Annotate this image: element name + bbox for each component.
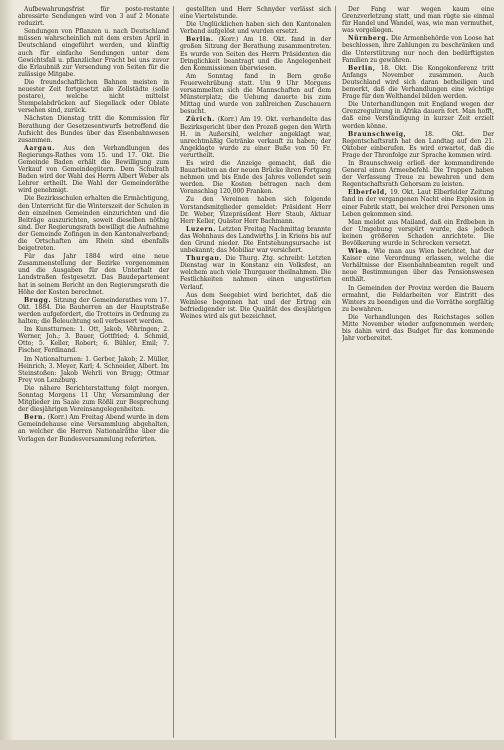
- article-paragraph: [180, 116, 331, 159]
- article-dateline: Berlin.: [186, 36, 214, 44]
- article-text: Die nähere Berichterstattung folgt morgen. Sonntag Morgens 11 Uhr, Versammlung der Mitglieder im Saale zum Rößli zur Besprechung der diesjährigen Vereinsangelegenheiten.: [18, 384, 169, 414]
- page-edge-shadow: [0, 0, 14, 750]
- article-text: Aus dem Seegebiet wird berichtet, daß die Weinlese begonnen hat und der Ertrag ein befriedigender ist. Die Qualität des diesjährigen Weines wird als gut bezeichnet.: [180, 291, 331, 320]
- article-paragraph: [180, 21, 331, 35]
- article-text: Die Unglücklichen haben sich den Kantonalen Verband aufgelöst und wurden ersetzt.: [180, 21, 331, 36]
- column-2: [180, 6, 336, 738]
- article-paragraph: [18, 414, 169, 442]
- article-text: Die Verhandlungen des Reichstages sollen Mitte November wieder aufgenommen werden; bis dahin wird das Budget für das kommende Jahr vorbereitet.: [342, 313, 494, 343]
- article-paragraph: [342, 160, 494, 188]
- article-paragraph: [180, 226, 331, 254]
- article-dateline: Thurgau.: [186, 255, 223, 263]
- article-paragraph: [18, 297, 169, 325]
- article-paragraph: [342, 248, 494, 283]
- article-paragraph: [342, 101, 494, 129]
- article-text: gestellten und Herr Schnyder verlässt sich eine Viertelstunde.: [180, 6, 331, 21]
- article-paragraph: [18, 385, 169, 413]
- article-text: Die Armenbehörde von Loose hat beschlossen, ihre Zahlungen zu beschränken und die Unterstützung nur noch den bedürftigsten Familien zu gewähren.: [342, 35, 494, 64]
- article-paragraph: [18, 326, 169, 354]
- article-paragraph: [342, 189, 494, 217]
- article-text: Die Thurg. Ztg. schreibt: Letzten Dienstag war in Konstanz ein Volksfest, an welchem auch viele Thurgauer theilnahmen. Die Festlichkeiten nahmen einen ungestörten Verlauf.: [180, 255, 331, 291]
- article-paragraph: [18, 79, 169, 114]
- article-text: Die Unterhandlungen mit England wegen der Grenzregulirung in Afrika dauern fort. Man hofft, daß eine Verständigung in kurzer Zeit erzielt werden könne.: [342, 101, 494, 130]
- article-dateline: Wien.: [348, 248, 371, 256]
- column-3: [342, 6, 498, 738]
- article-text: Am Sonntag fand in Bern große Feuerwehrübung statt. Um 9 Uhr Morgens versammelten sich die Mannschaften auf dem Münsterplatz; die Uebung dauerte bis zum Mittag und wurde von zahlreichen Zuschauern besucht.: [180, 72, 331, 116]
- article-text: Zu den Vereinen haben sich folgende Vorstandsmitglieder gemeldet: Präsident Herr Dr. Weber, Vizepräsident Herr Staub, Aktuar Herr Keller, Quästor Herr Bachmann.: [180, 196, 331, 225]
- article-text: In Gemeinden der Provinz werden die Bauern ermahnt, die Feldarbeiten vor Eintritt des Winters zu beendigen und die Vorräthe sorgfältig zu bewahren.: [342, 284, 494, 313]
- article-paragraph: [180, 292, 331, 320]
- article-text: Es wird die Anzeige gemacht, daß die Bauarbeiten an der neuen Brücke ihren Fortgang nehmen und bis Ende des Jahres vollendet sein werden. Die Kosten betragen nach dem Voranschlag 120,000 Franken.: [180, 159, 331, 196]
- article-text: Wie man aus Wien berichtet, hat der Kaiser eine Verordnung erlassen, welche die Verhältnisse der Eisenbahnbeamten regelt und neue Bestimmungen über das Pensionswesen enthält.: [342, 248, 494, 284]
- column-container: [18, 6, 498, 738]
- article-paragraph: [342, 65, 494, 100]
- article-paragraph: [18, 253, 169, 296]
- article-text: Sendungen von Pflanzen u. nach Deutschland müssen wahrscheinlich mit dem ersten April in Deutschland eingeführt werden, und künftig auch für einfache Sendungen unter dem Gewichtsfall u. pflanzlicher Fracht bei uns zuvor die Erlaubniß zur Versendung von Seiten für die zulässige Mitgabe.: [18, 28, 169, 78]
- article-paragraph: [18, 6, 169, 27]
- article-paragraph: [342, 35, 494, 63]
- article-paragraph: [18, 145, 169, 195]
- article-paragraph: [180, 196, 331, 224]
- article-dateline: Luzern.: [186, 225, 217, 233]
- article-text: Die freundschaftlichen Bahnen meisten in neuester Zeit fortgesetzt alle Zollstädte (solle postare), welche nicht mittelst Stempelabdrücken auf Siegellack oder Oblate versehen sind, zurück.: [18, 78, 169, 115]
- article-text: Im Nationalturnen: 1. Gerber, Jakob; 2. Müller, Heinrich; 3. Meyer, Karl; 4. Schneider, Albert. Im Steinstoßen: Jakob Wehrli von Brugg; Ottmar Frey von Lenzburg.: [18, 355, 169, 384]
- article-text: Für das Jahr 1884 wird eine neue Zusammenstellung der Bezirke vorgenommen und die Ausgaben für den Unterhalt der Landstraßen festgesetzt. Das Baudepartement hat in seinem Bericht an den Regierungsrath die Höhe der Kosten berechnet.: [18, 253, 169, 296]
- article-paragraph: [180, 6, 331, 20]
- article-text: Im Kunstturnen: 1. Ott, Jakob, Vöhringen; 2. Werner, Joh.; 3. Bauer, Gottfried; 4. Schmid, Otto; 5. Keller, Robert; 6. Bühler, Emil; 7. Fischer, Ferdinand.: [18, 326, 169, 355]
- article-dateline: Aargau.: [24, 144, 55, 152]
- article-dateline: Brugg.: [24, 296, 52, 304]
- article-paragraph: [18, 28, 169, 78]
- article-text: 18. Okt. Der Regentschaftsrath hat den Landtag auf den 21. Oktober einberufen. Es wird erwartet, daß die Frage der Thronfolge zur Sprache kommen wird.: [342, 130, 494, 159]
- article-paragraph: [18, 115, 169, 143]
- article-paragraph: [342, 219, 494, 247]
- article-paragraph: [342, 131, 494, 159]
- article-dateline: Bern.: [24, 414, 46, 422]
- article-text: Aufbewahrungsfrist für poste-restante abressirte Sendungen wird von 3 auf 2 Monate reduzirt.: [18, 6, 169, 28]
- article-paragraph: [180, 73, 331, 116]
- article-paragraph: [180, 36, 331, 71]
- article-text: Nächsten Dienstag tritt die Kommission für Berathung der Gesetzesentwurfs betreffend die Aufsicht des Bundes über das Eisenbahnwesen zusammen.: [18, 115, 169, 144]
- article-dateline: Zürich.: [186, 116, 215, 124]
- article-dateline: Berlin,: [348, 64, 376, 72]
- bottom-margin-band: [0, 740, 504, 750]
- article-dateline: Elberfeld,: [348, 189, 388, 197]
- article-text: Der Fang war wegen kaum eine Grenzverletzung statt, und man rügte sie einmal für Handel und Wandel, was, wie man vermuthet, was vorgeliegen.: [342, 6, 494, 35]
- article-paragraph: [342, 285, 494, 313]
- article-dateline: Braunschweig,: [348, 130, 407, 138]
- column-1: [18, 6, 174, 738]
- article-text: (Korr.) Am Freitag Abend wurde in dem Gemeindehause eine Versammlung abgehalten, an welcher die Herren Nationalräthe über die Vorlagen der Bundesversammlung referirten.: [18, 414, 169, 443]
- article-text: Sitzung der Gemeinderathes vom 17. Okt. 1884. Die Bauherren an der Hauptstraße werden aufgefordert, die Trottoirs in Ordnung zu halten; die Beleuchtung soll verbessert werden.: [18, 296, 169, 326]
- article-paragraph: [180, 160, 331, 195]
- article-text: 19. Okt. Laut Elberfelder Zeitung fand in der vergangenen Nacht eine Explosion in einer Fabrik statt, bei welcher drei Personen ums Leben gekommen sind.: [342, 189, 495, 218]
- article-text: Die Bezirksschulen erhalten die Ermächtigung, den Unterricht für die Winterszeit der Schulen in den einzelnen Gemeinden einzurichten und die Beiträge auszurichten, soweit dieselben nöthig sind. Der Regierungsrath bewilligt die Aufnahme der Gemeinde Zofingen in den Kantonalverband; die Ortschaften am Rhein sind ebenfalls beigetreten.: [18, 195, 169, 253]
- article-text: 18. Okt. Die Kongokonferenz tritt Anfangs November zusammen. Auch Deutschland wird sich daran betheiligen und bemerkt, daß die Verhandlungen eine wichtige Frage für den Welthandel bilden werden.: [342, 64, 494, 101]
- article-text: (Korr.) Am 18. Okt. fand in der großen Sitzung der Berathung zusammentreten. Es wurde von Seiten des Herrn Präsidenten die Dringlichkeit beantragt und die Angelegenheit den Kommissionen überwiesen.: [180, 36, 331, 72]
- article-paragraph: [18, 356, 169, 384]
- article-text: Man meldet aus Mailand, daß ein Erdbeben in der Umgebung verspürt wurde, das jedoch keinen größeren Schaden anrichtete. Die Bevölkerung wurde in Schrecken versetzt.: [342, 218, 494, 247]
- article-text: (Korr.) Am 19. Okt. verhandelte das Bezirksgericht über den Prozeß gegen den Wirth H. in Außersihl, welcher angeklagt war, unrechtmäßig Getränke verkauft zu haben; der Angeklagte wurde zu einer Buße von 50 Fr. verurtheilt.: [180, 116, 331, 159]
- article-paragraph: [342, 314, 494, 342]
- article-paragraph: [180, 255, 331, 290]
- article-text: In Braunschweig erließ der kommandirende General einen Armeebefehl. Die Truppen haben der Verfassung Treue zu bewahren und dem Regentschaftsrath Gehorsam zu leisten.: [342, 159, 494, 189]
- article-dateline: Nürnberg.: [348, 35, 389, 43]
- article-paragraph: [342, 6, 494, 34]
- article-paragraph: [18, 195, 169, 252]
- article-text: Aus den Verhandlungen des Regierungs-Rathes vom 15. und 17. Okt. Die Gemeinde Baden erhält die Bewilligung zum Verkauf von Gemeindegütern. Dem Schulrath Baden wird der Wahl des Herrn Albert Weber als Lehrer ertheilt. Die Wahl der Gemeinderäthe wird genehmigt.: [18, 144, 169, 195]
- article-text: Letzten Freitag Nachmittag brannte das Wohnhaus des Landwirths J. in Kriens bis auf den Grund nieder. Die Entstehungsursache ist unbekannt; das Mobiliar war versichert.: [180, 225, 331, 255]
